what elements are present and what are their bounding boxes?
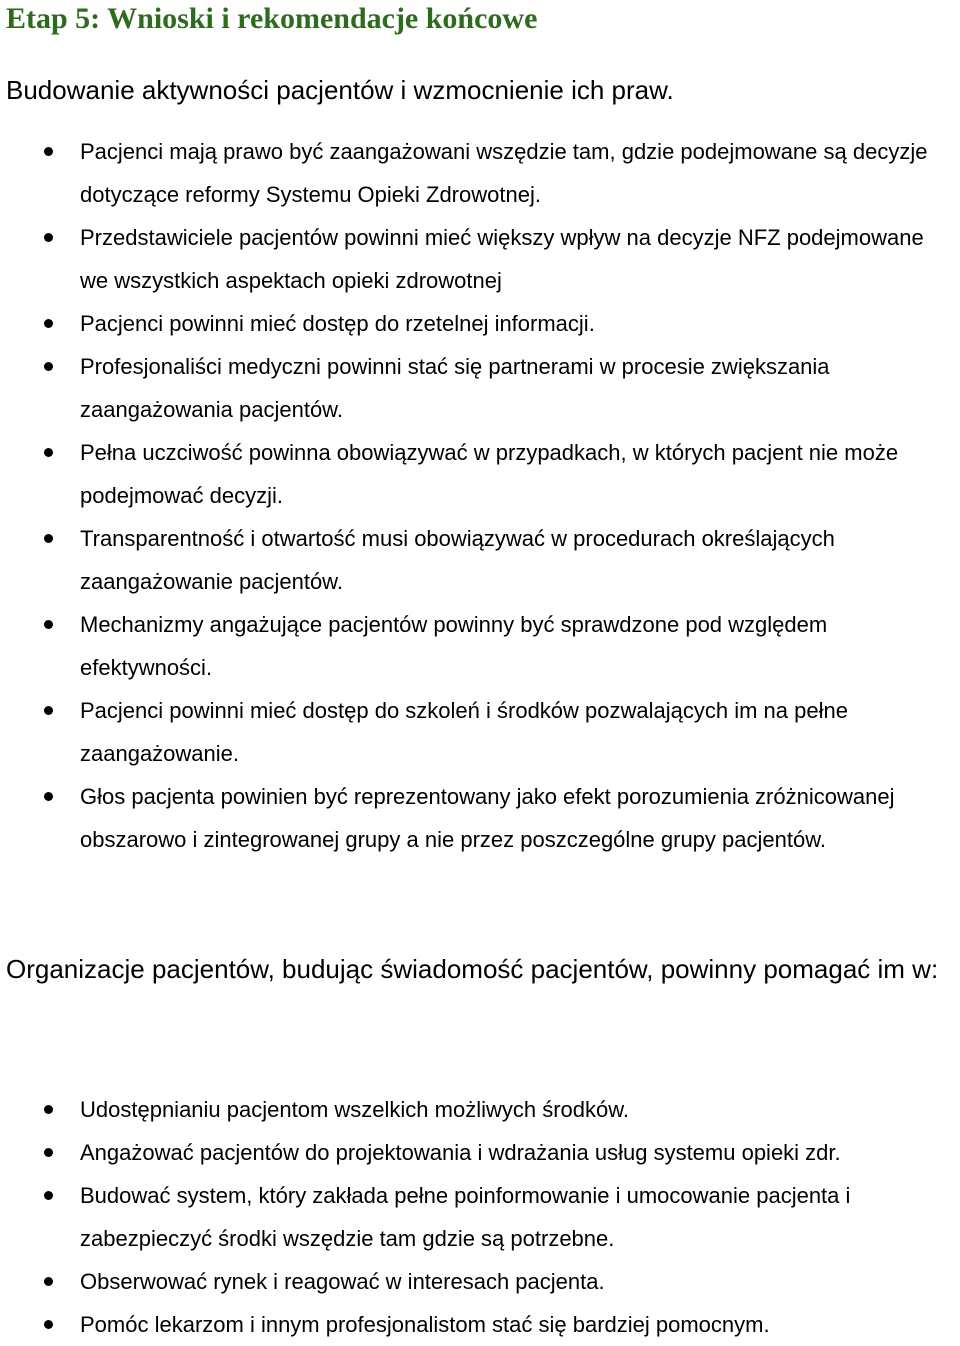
bullet-icon: [44, 362, 53, 371]
list-item: [0, 345, 948, 431]
bullet-icon: [44, 706, 53, 715]
list-item-text: Głos pacjenta powinien być reprezentowany jako efekt porozumienia zróżnicowanej obszarowo i zintegrowanej grupy a nie przez poszczególne grupy pacjentów.: [80, 784, 895, 852]
list-item-text: Angażować pacjentów do projektowania i wdrażania usług systemu opieki zdr.: [80, 1140, 841, 1165]
bullet-icon: [44, 1320, 53, 1329]
list-item: [0, 1131, 948, 1174]
list-item-text: Przedstawiciele pacjentów powinni mieć większy wpływ na decyzje NFZ podejmowane we wszystkich aspektach opieki zdrowotnej: [80, 225, 924, 293]
list-item: [0, 517, 948, 603]
list-item-text: Pacjenci mają prawo być zaangażowani wszędzie tam, gdzie podejmowane są decyzje dotyczące reformy Systemu Opieki Zdrowotnej.: [80, 139, 928, 207]
organizations-list: [0, 1088, 948, 1346]
list-item-text: Profesjonaliści medyczni powinni stać się partnerami w procesie zwiększania zaangażowania pacjentów.: [80, 354, 830, 422]
bullet-icon: [44, 1105, 53, 1114]
recommendations-list: [0, 130, 948, 861]
list-item: [0, 216, 948, 302]
bullet-icon: [44, 1191, 53, 1200]
list-item: [0, 603, 948, 689]
list-item: [0, 431, 948, 517]
section-heading: Organizacje pacjentów, budując świadomość pacjentów, powinny pomagać im w:: [6, 954, 939, 984]
list-item: [0, 775, 948, 861]
list-item-text: Mechanizmy angażujące pacjentów powinny być sprawdzone pod względem efektywności.: [80, 612, 828, 680]
list-item-text: Budować system, który zakłada pełne poinformowanie i umocowanie pacjenta i zabezpieczyć środki wszędzie tam gdzie są potrzebne.: [80, 1183, 851, 1251]
bullet-icon: [44, 534, 53, 543]
page-title: Etap 5: Wnioski i rekomendacje końcowe: [6, 2, 538, 35]
bullet-icon: [44, 147, 53, 156]
bullet-icon: [44, 1148, 53, 1157]
list-item: [0, 1303, 948, 1346]
list-item-text: Pacjenci powinni mieć dostęp do rzetelnej informacji.: [80, 311, 595, 336]
list-item: [0, 1174, 948, 1260]
list-item: [0, 689, 948, 775]
bullet-icon: [44, 233, 53, 242]
bullet-icon: [44, 792, 53, 801]
list-item-text: Pełna uczciwość powinna obowiązywać w przypadkach, w których pacjent nie może podejmować decyzji.: [80, 440, 899, 508]
list-item: [0, 130, 948, 216]
bullet-icon: [44, 1277, 53, 1286]
list-item-text: Transparentność i otwartość musi obowiązywać w procedurach określających zaangażowanie pacjentów.: [80, 526, 835, 594]
list-item: [0, 1088, 948, 1131]
list-item-text: Obserwować rynek i reagować w interesach pacjenta.: [80, 1269, 605, 1294]
list-item-text: Pomóc lekarzom i innym profesjonalistom stać się bardziej pomocnym.: [80, 1312, 770, 1337]
list-item: [0, 1260, 948, 1303]
list-item: [0, 302, 948, 345]
bullet-icon: [44, 319, 53, 328]
section-subtitle: Budowanie aktywności pacjentów i wzmocnienie ich praw.: [6, 75, 674, 105]
bullet-icon: [44, 448, 53, 457]
bullet-icon: [44, 620, 53, 629]
list-item-text: Pacjenci powinni mieć dostęp do szkoleń i środków pozwalających im na pełne zaangażowanie.: [80, 698, 848, 766]
list-item-text: Udostępnianiu pacjentom wszelkich możliwych środków.: [80, 1097, 630, 1122]
